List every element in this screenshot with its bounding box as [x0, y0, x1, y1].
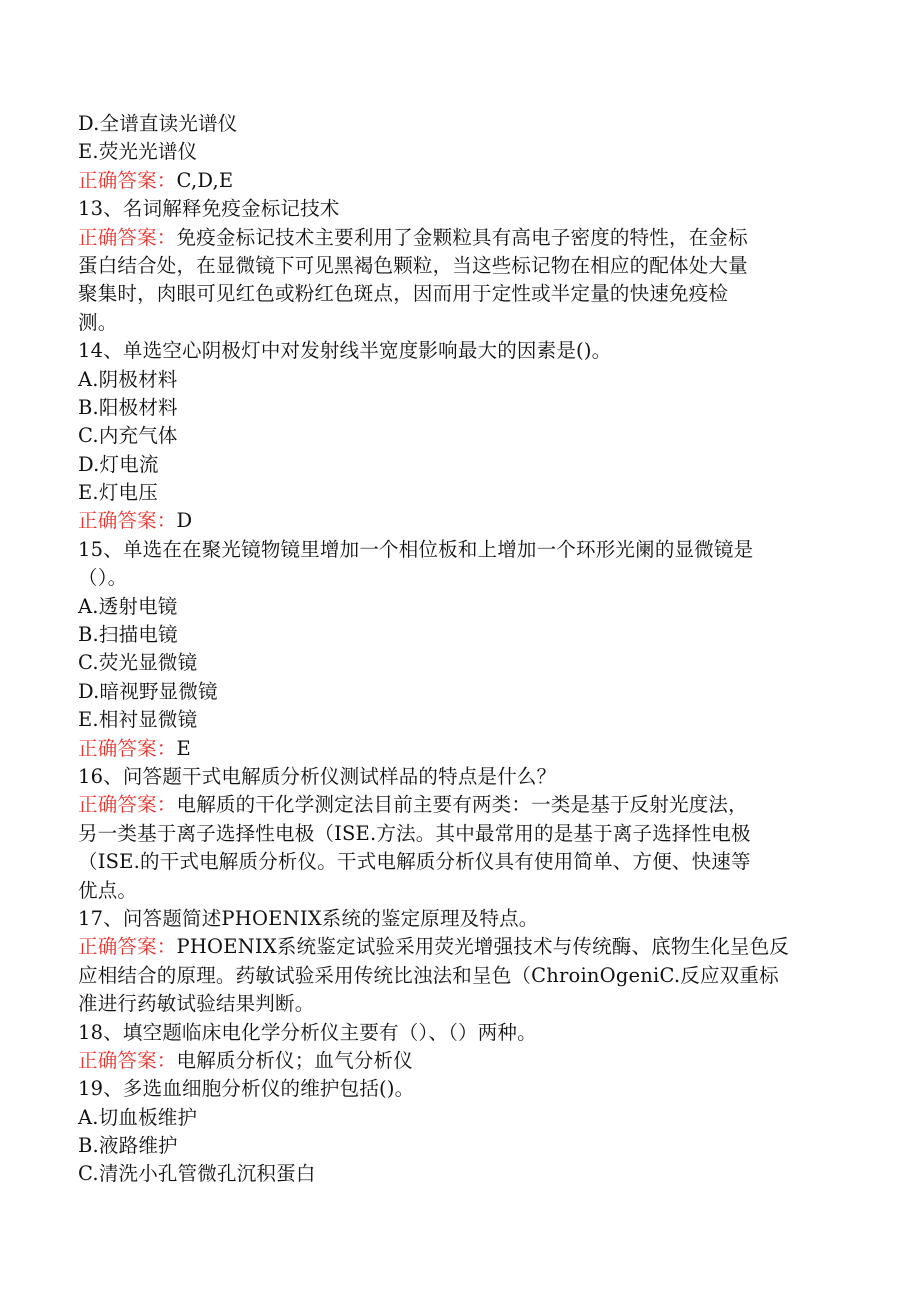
text-line: 优点。	[78, 878, 138, 902]
answer-text: PHOENIX系统鉴定试验采用荧光增强技术与传统酶、底物生化呈色反	[176, 935, 790, 959]
option-line: A.透射电镜	[78, 594, 178, 618]
question-line: 15、单选在在聚光镜物镜里增加一个相位板和上增加一个环形光阑的显微镜是	[78, 537, 754, 561]
answer-label: 正确答案：	[78, 225, 177, 249]
answer-text: 电解质的干化学测定法目前主要有两类：一类是基于反射光度法，	[176, 793, 748, 817]
answer-text: E	[176, 736, 191, 760]
answer-line	[78, 933, 838, 961]
option-line: D.暗视野显微镜	[78, 679, 218, 703]
option-line: B.液路维护	[78, 1134, 178, 1158]
answer-line	[78, 735, 838, 763]
answer-line	[78, 167, 838, 195]
question-line: 13、名词解释免疫金标记技术	[78, 197, 340, 221]
answer-label: 正确答案：	[78, 793, 177, 817]
question-line: 17、问答题简述PHOENIX系统的鉴定原理及特点。	[78, 906, 539, 930]
option-line: D.灯电流	[78, 452, 159, 476]
answer-line	[78, 224, 838, 252]
option-line: E.灯电压	[78, 481, 158, 505]
answer-text: C,D,E	[176, 168, 234, 192]
text-line: 另一类基于离子选择性电极（ISE.方法。其中最常用的是基于离子选择性电极	[78, 821, 751, 845]
document-page	[78, 110, 838, 1189]
option-line: A.切血板维护	[78, 1105, 198, 1129]
question-line: 14、单选空心阴极灯中对发射线半宽度影响最大的因素是()。	[78, 339, 612, 363]
option-line: D.全谱直读光谱仪	[78, 112, 238, 135]
text-line: 准进行药敏试验结果判断。	[78, 992, 315, 1016]
option-line: E.荧光光谱仪	[78, 140, 198, 164]
answer-text: 免疫金标记技术主要利用了金颗粒具有高电子密度的特性，在金标	[176, 225, 748, 249]
option-line: A.阴极材料	[78, 367, 178, 391]
text-line: （ISE.的干式电解质分析仪。干式电解质分析仪具有使用简单、方便、快速等	[78, 850, 751, 874]
text-line: 应相结合的原理。药敏试验采用传统比浊法和呈色（ChroinOgeniC.反应双重标	[78, 963, 779, 987]
option-line: E.相衬显微镜	[78, 708, 198, 732]
text-line: 蛋白结合处，在显微镜下可见黑褐色颗粒，当这些标记物在相应的配体处大量	[78, 253, 748, 277]
answer-label: 正确答案：	[78, 1048, 177, 1072]
text-line: 测。	[78, 310, 118, 334]
answer-label: 正确答案：	[78, 935, 177, 959]
question-line: 16、问答题干式电解质分析仪测试样品的特点是什么？	[78, 764, 557, 788]
text-line: 聚集时，肉眼可见红色或粉红色斑点，因而用于定性或半定量的快速免疫检	[78, 282, 729, 306]
option-line: B.扫描电镜	[78, 623, 178, 647]
answer-text: 电解质分析仪；血气分析仪	[176, 1048, 413, 1072]
answer-line	[78, 507, 838, 535]
answer-label: 正确答案：	[78, 736, 177, 760]
option-line: C.内充气体	[78, 424, 178, 448]
answer-line	[78, 1047, 838, 1075]
answer-label: 正确答案：	[78, 509, 177, 533]
question-line: 18、填空题临床电化学分析仪主要有（）、（）两种。	[78, 1020, 537, 1044]
answer-label: 正确答案：	[78, 168, 177, 192]
option-line: B.阳极材料	[78, 395, 178, 419]
option-line: C.清洗小孔管微孔沉积蛋白	[78, 1162, 316, 1186]
text-line: （）。	[78, 566, 128, 590]
answer-text: D	[176, 509, 193, 533]
answer-line	[78, 791, 838, 819]
option-line: C.荧光显微镜	[78, 651, 198, 675]
question-line: 19、多选血细胞分析仪的维护包括()。	[78, 1077, 415, 1101]
